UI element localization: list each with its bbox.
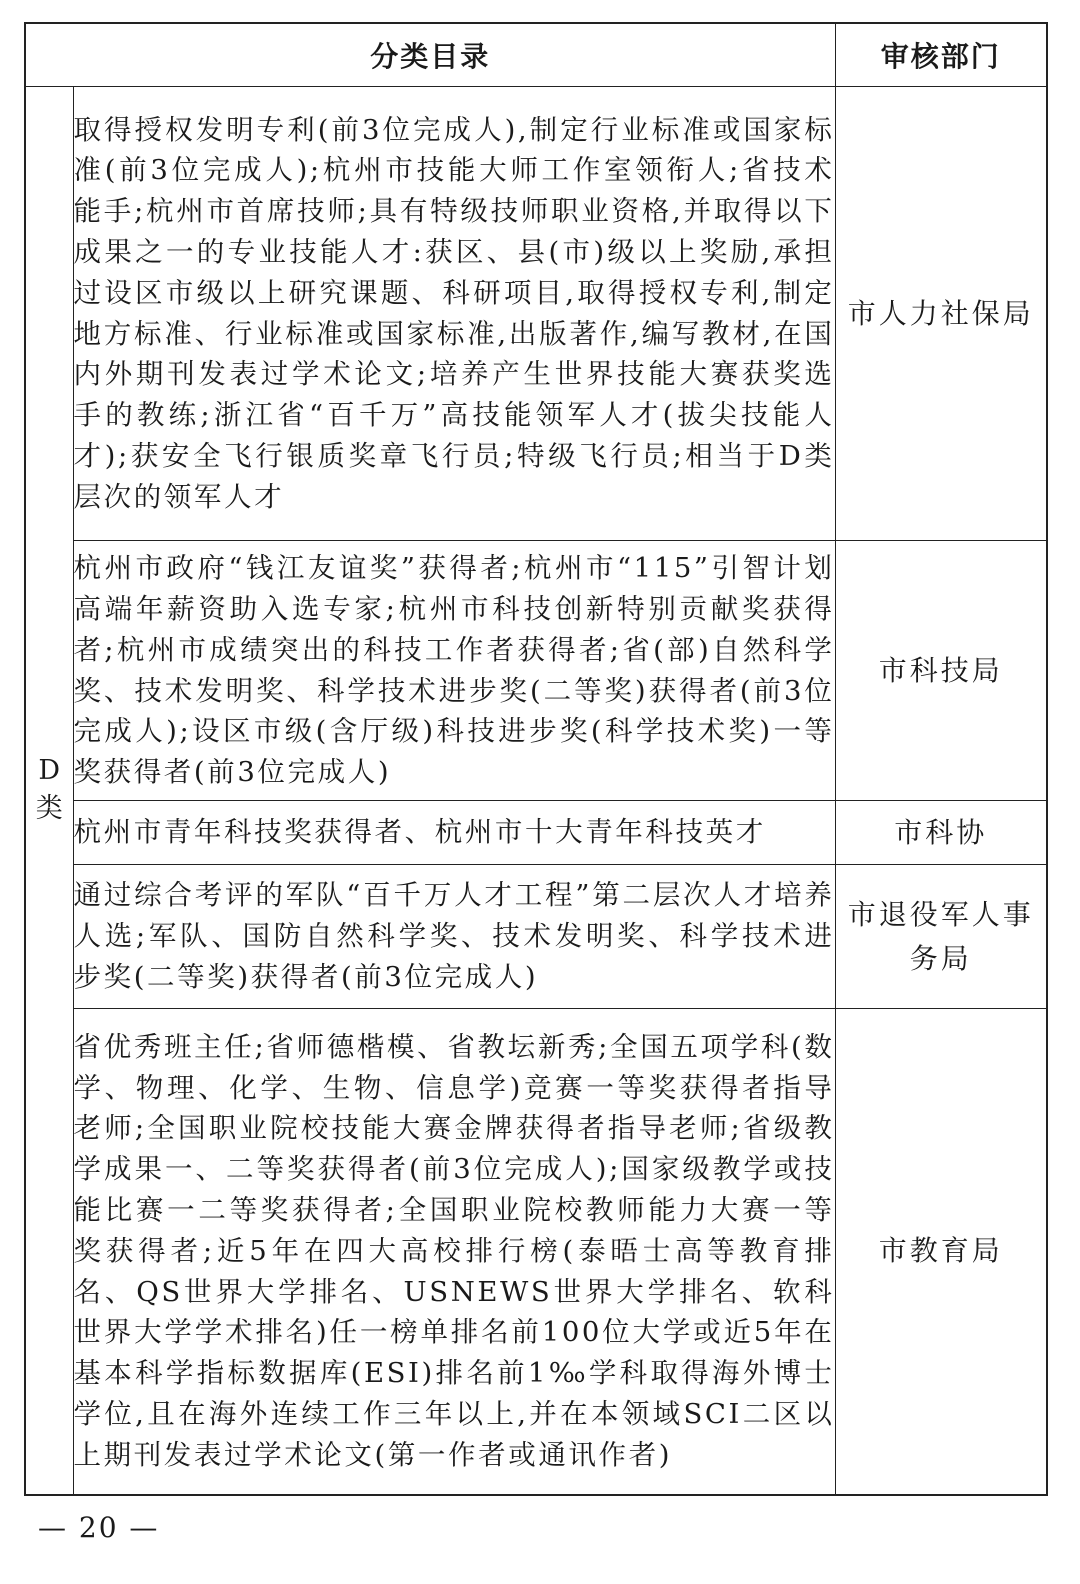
table-row: [25, 541, 1047, 801]
class-label-letter: D: [38, 755, 61, 787]
header-department: 审核部门: [835, 23, 1047, 87]
page-number: — 20 —: [38, 1511, 160, 1544]
department-cell: 市退役军人事务局: [835, 865, 1047, 1009]
class-cell: [25, 87, 73, 1495]
category-content: 取得授权发明专利(前3位完成人),制定行业标准或国家标准(前3位完成人);杭州市技能大师工作室领衔人;省技术能手;杭州市首席技师;具有特级技师职业资格,并取得以下成果之一的专业技能人才:获区、县(市)级以上奖励,承担过设区市级以上研究课题、科研项目,取得授权专利,制定地方标准、行业标准或国家标准,出版著作,编写教材,在国内外期刊发表过学术论文;培养产生世界技能大赛获奖选手的教练;浙江省“百千万”高技能领军人才(拔尖技能人才);获安全飞行银质奖章飞行员;特级飞行员;相当于D类层次的领军人才: [73, 87, 835, 541]
table-row: [25, 801, 1047, 865]
department-cell: 市人力社保局: [835, 87, 1047, 541]
department-cell: 市科技局: [835, 541, 1047, 801]
category-content: 省优秀班主任;省师德楷模、省教坛新秀;全国五项学科(数学、物理、化学、生物、信息学)竞赛一等奖获得者指导老师;全国职业院校技能大赛金牌获得者指导老师;省级教学成果一、二等奖获得者(前3位完成人);国家级教学或技能比赛一二等奖获得者;全国职业院校教师能力大赛一等奖获得者;近5年在四大高校排行榜(泰晤士高等教育排名、QS世界大学排名、USNEWS世界大学排名、软科世界大学学术排名)任一榜单排名前100位大学或近5年在基本科学指标数据库(ESI)排名前1‰学科取得海外博士学位,且在海外连续工作三年以上,并在本领域SCI二区以上期刊发表过学术论文(第一作者或通讯作者): [73, 1009, 835, 1495]
header-row: [25, 23, 1047, 87]
table-row: [25, 87, 1047, 541]
category-content: 通过综合考评的军队“百千万人才工程”第二层次人才培养人选;军队、国防自然科学奖、技术发明奖、科学技术进步奖(二等奖)获得者(前3位完成人): [73, 865, 835, 1009]
category-content: 杭州市政府“钱江友谊奖”获得者;杭州市“115”引智计划高端年薪资助入选专家;杭州市科技创新特别贡献奖获得者;杭州市成绩突出的科技工作者获得者;省(部)自然科学奖、技术发明奖、科学技术进步奖(二等奖)获得者(前3位完成人);设区市级(含厅级)科技进步奖(科学技术奖)一等奖获得者(前3位完成人): [73, 541, 835, 801]
department-cell: 市科协: [835, 801, 1047, 865]
table-row: [25, 865, 1047, 1009]
class-label-char: 类: [35, 793, 63, 825]
header-category: 分类目录: [25, 23, 835, 87]
category-table: [24, 22, 1048, 1496]
category-content: 杭州市青年科技奖获得者、杭州市十大青年科技英才: [73, 801, 835, 865]
table-row: [25, 1009, 1047, 1495]
department-cell: 市教育局: [835, 1009, 1047, 1495]
